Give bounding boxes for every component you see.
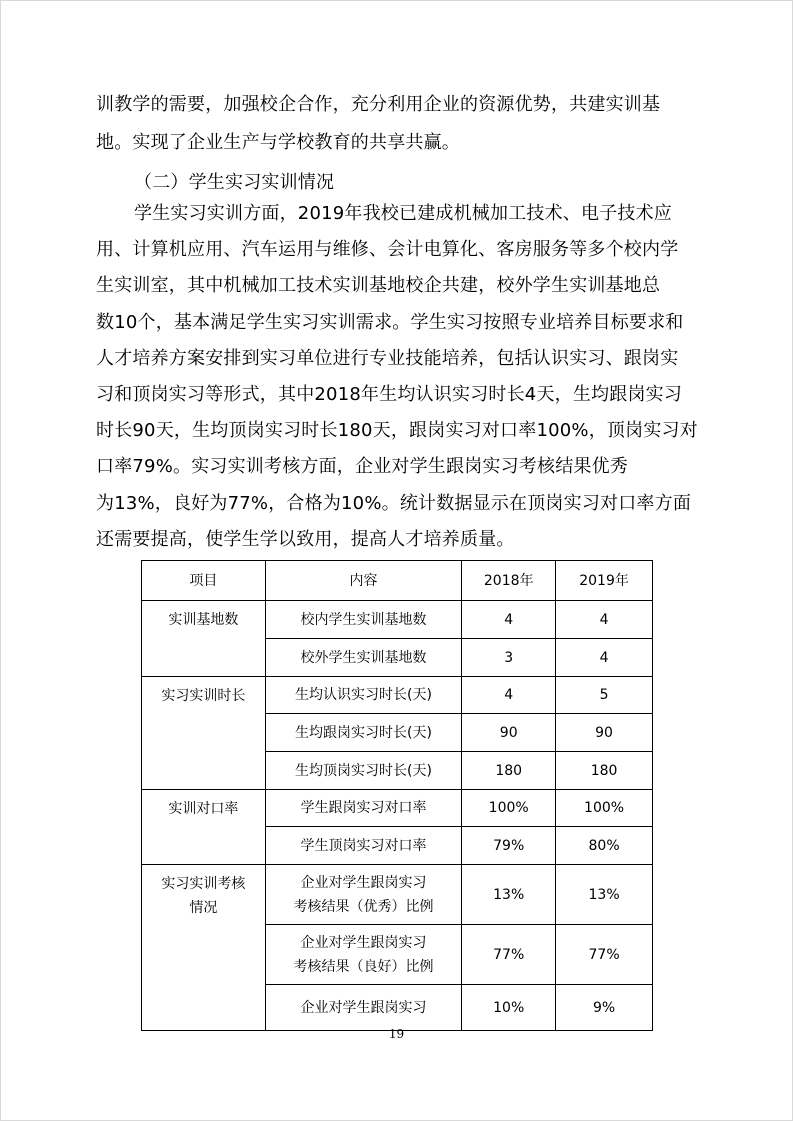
paragraph-line: 地。实现了企业生产与学校教育的共享共赢。: [96, 132, 460, 153]
row-content-line: 企业对学生跟岗实习: [300, 999, 427, 1016]
group-label: 实训对口率: [142, 790, 266, 865]
table-row: [142, 790, 653, 827]
row-content: 校内学生实训基地数: [265, 601, 462, 639]
value-2018: 3: [462, 639, 556, 677]
paragraph-line: 为13%，良好为77%，合格为10%。统计数据显示在顶岗实习对口率方面: [96, 493, 692, 514]
paragraph-line: 人才培养方案安排到实习单位进行专业技能培养，包括认识实习、跟岗实: [96, 348, 679, 369]
group-label: 实习实训时长: [142, 677, 266, 790]
group-label-line: 实习实训考核: [161, 876, 246, 892]
row-content: 生均顶岗实习时长(天): [265, 752, 462, 790]
header-year-2019: 2019年: [556, 561, 653, 601]
paragraph-line: 学生实习实训方面，2019年我校已建成机械加工技术、电子技术应: [134, 203, 673, 224]
value-2019: 13%: [556, 865, 653, 925]
row-content: 生均认识实习时长(天): [265, 677, 462, 714]
paragraph-line: 时长90天，生均顶岗实习时长180天，跟岗实习对口率100%，顶岗实习对: [96, 420, 698, 441]
row-content: 生均跟岗实习时长(天): [265, 714, 462, 752]
table-header-row: [142, 561, 653, 601]
row-content: [265, 865, 462, 925]
paragraph-line: 用、计算机应用、汽车运用与维修、会计电算化、客房服务等多个校内学: [96, 239, 679, 260]
group-label-line: 情况: [189, 900, 218, 916]
value-2019: 80%: [556, 827, 653, 865]
row-content: 校外学生实训基地数: [265, 639, 462, 677]
row-content: [265, 925, 462, 985]
table-row: [142, 677, 653, 714]
group-label: 实训基地数: [142, 601, 266, 677]
section-heading: （二）学生实习实训情况: [134, 172, 335, 193]
row-content-line: 企业对学生跟岗实习: [300, 874, 427, 891]
value-2018: 13%: [462, 865, 556, 925]
paragraph-line: 习和顶岗实习等形式，其中2018年生均认识实习时长4天，生均跟岗实习: [96, 384, 683, 405]
value-2019: 5: [556, 677, 653, 714]
value-2019: 4: [556, 601, 653, 639]
value-2019: 180: [556, 752, 653, 790]
value-2018: 77%: [462, 925, 556, 985]
paragraph-line: 生实训室，其中机械加工技术实训基地校企共建，校外学生实训基地总: [96, 275, 661, 296]
row-content-line: 企业对学生跟岗实习: [300, 934, 427, 951]
value-2018: 10%: [462, 985, 556, 1031]
value-2018: 79%: [462, 827, 556, 865]
value-2019: 77%: [556, 925, 653, 985]
header-item: 项目: [142, 561, 266, 601]
table-row: [142, 865, 653, 925]
page-number: 19: [388, 1027, 405, 1041]
header-content: 内容: [265, 561, 462, 601]
value-2019: 100%: [556, 790, 653, 827]
row-content: [265, 985, 462, 1031]
row-content-line: 考核结果（优秀）比例: [293, 898, 434, 915]
value-2018: 4: [462, 601, 556, 639]
value-2018: 90: [462, 714, 556, 752]
paragraph-line: 训教学的需要，加强校企合作，充分利用企业的资源优势，共建实训基: [96, 94, 661, 115]
internship-stats-table: [141, 560, 653, 1031]
paragraph-line: 口率79%。实习实训考核方面，企业对学生跟岗实习考核结果优秀: [96, 456, 629, 477]
value-2019: 4: [556, 639, 653, 677]
row-content-line: 考核结果（良好）比例: [293, 958, 434, 975]
value-2018: 100%: [462, 790, 556, 827]
group-label: [142, 865, 266, 1031]
header-year-2018: 2018年: [462, 561, 556, 601]
value-2019: 9%: [556, 985, 653, 1031]
value-2018: 4: [462, 677, 556, 714]
value-2018: 180: [462, 752, 556, 790]
paragraph-line: 数10个，基本满足学生实习实训需求。学生实习按照专业培养目标要求和: [96, 312, 684, 333]
row-content: 学生跟岗实习对口率: [265, 790, 462, 827]
value-2019: 90: [556, 714, 653, 752]
row-content: 学生顶岗实习对口率: [265, 827, 462, 865]
table-row: [142, 601, 653, 639]
paragraph-line: 还需要提高，使学生学以致用，提高人才培养质量。: [96, 529, 515, 550]
